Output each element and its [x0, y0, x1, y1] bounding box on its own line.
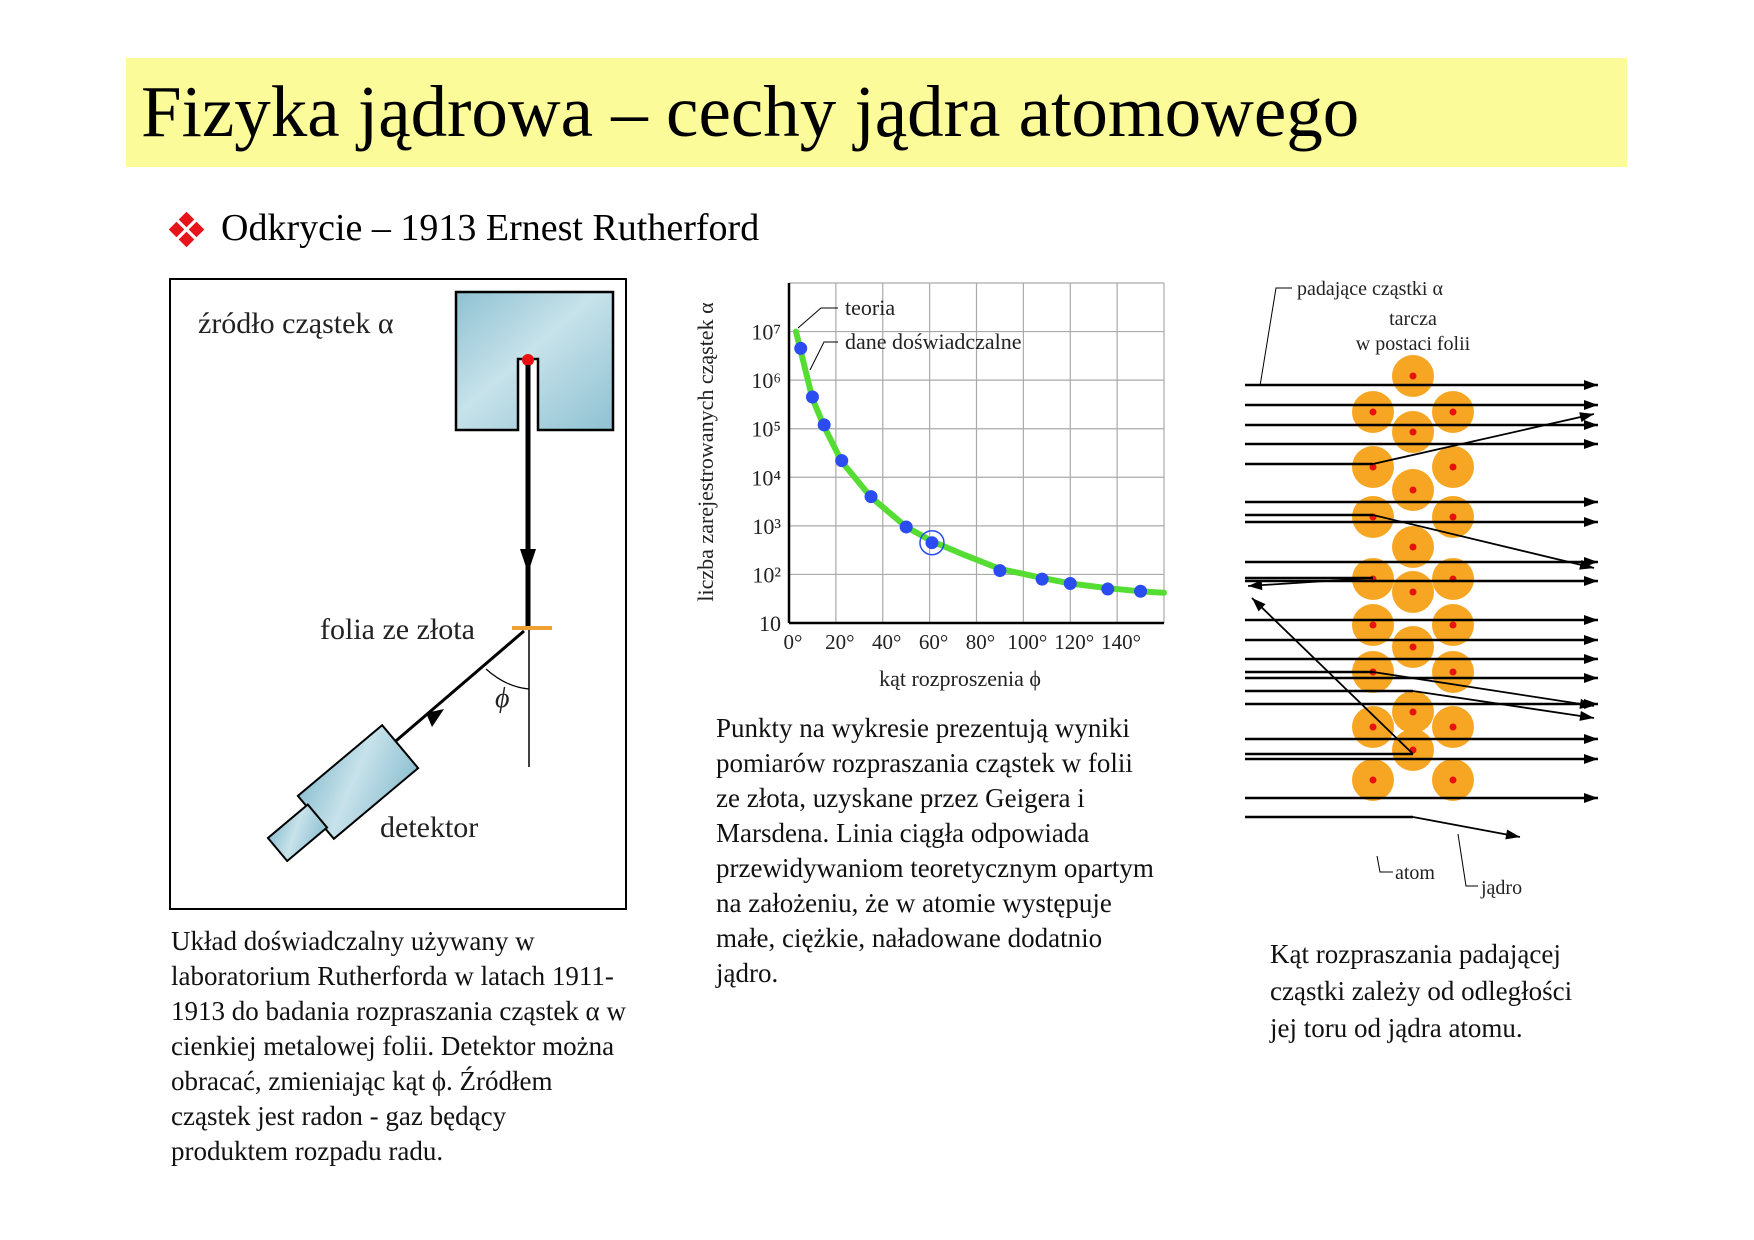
- data-point: [1101, 583, 1114, 596]
- y-tick: 10⁶: [751, 368, 781, 394]
- data-point: [806, 390, 819, 403]
- data-point: [835, 454, 848, 467]
- y-tick: 10⁴: [751, 465, 781, 491]
- nucleus-icon: [1450, 669, 1457, 676]
- scattering-chart: [690, 262, 1190, 712]
- caption-line: na założeniu, że w atomie występuje: [716, 888, 1112, 918]
- x-tick: 100°: [1007, 630, 1048, 654]
- y-tick: 10³: [752, 513, 781, 539]
- nucleus-label: jądro: [1481, 877, 1523, 899]
- y-axis-label: liczba zarejestrowanych cząstek α: [693, 302, 718, 602]
- nucleus-icon: [1450, 777, 1457, 784]
- nucleus-icon: [1410, 544, 1417, 551]
- foil-label: folia ze złota: [320, 613, 475, 646]
- caption-line: 1913 do badania rozpraszania cząstek α w: [171, 996, 626, 1026]
- slide-title: Fizyka jądrowa – cechy jądra atomowego: [141, 71, 1360, 152]
- data-point: [1134, 585, 1147, 598]
- caption-line: Kąt rozpraszania padającej: [1270, 939, 1561, 969]
- x-tick: 20°: [825, 630, 855, 654]
- detector-label: detektor: [380, 811, 479, 844]
- data-point: [865, 490, 878, 503]
- y-tick: 10: [759, 611, 781, 636]
- x-axis-label: kąt rozproszenia ϕ: [879, 666, 1041, 691]
- data-point: [900, 520, 913, 533]
- nucleus-icon: [1450, 724, 1457, 731]
- caption-middle: [716, 711, 1154, 991]
- legend-data: dane doświadczalne: [845, 329, 1022, 354]
- data-point: [1064, 577, 1077, 590]
- caption-line: Punkty na wykresie prezentują wyniki: [716, 713, 1130, 743]
- source-dot: [522, 354, 534, 366]
- incoming-label: padające cząstki α: [1297, 278, 1443, 300]
- x-tick: 0°: [783, 630, 803, 654]
- nucleus-icon: [1410, 373, 1417, 380]
- caption-line: cząstki zależy od odległości: [1270, 976, 1573, 1006]
- theory-curve: [796, 332, 1164, 593]
- caption-line: Marsdena. Linia ciągła odpowiada: [716, 818, 1090, 848]
- caption-line: cienkiej metalowej folii. Detektor można: [171, 1031, 615, 1061]
- target-label-1: tarcza: [1389, 308, 1437, 330]
- foil-scattering-diagram: [1240, 262, 1620, 912]
- nucleus-icon: [1410, 429, 1417, 436]
- nucleus-icon: [1450, 514, 1457, 521]
- caption-line: pomiarów rozpraszania cząstek w folii: [716, 748, 1133, 778]
- diamond-bullet-icon: [168, 212, 206, 250]
- data-point: [794, 342, 807, 355]
- caption-line: małe, ciężkie, naładowane dodatnio: [716, 923, 1103, 953]
- y-tick: 10⁵: [751, 416, 781, 442]
- caption-line: jej toru od jądra atomu.: [1270, 1013, 1523, 1043]
- nucleus-icon: [1450, 622, 1457, 629]
- data-point: [818, 418, 831, 431]
- nucleus-icon: [1370, 622, 1377, 629]
- x-tick: 120°: [1054, 630, 1095, 654]
- caption-line: przewidywaniom teoretycznym opartym: [716, 853, 1154, 883]
- caption-line: jądro.: [716, 958, 779, 988]
- nucleus-icon: [1410, 589, 1417, 596]
- nucleus-icon: [1370, 724, 1377, 731]
- y-tick: 10⁷: [751, 319, 781, 345]
- atom-label: atom: [1395, 862, 1435, 884]
- y-tick: 10²: [752, 562, 781, 588]
- y-tick-labels: [751, 320, 781, 636]
- x-tick: 40°: [872, 630, 902, 654]
- nucleus-icon: [1370, 409, 1377, 416]
- caption-left: [171, 924, 626, 1169]
- angle-label: ϕ: [495, 683, 510, 714]
- x-tick: 140°: [1101, 630, 1142, 654]
- nucleus-icon: [1450, 464, 1457, 471]
- nucleus-icon: [1410, 487, 1417, 494]
- caption-line: Układ doświadczalny używany w: [171, 926, 535, 956]
- bullet-text: Odkrycie – 1913 Ernest Rutherford: [221, 207, 760, 249]
- x-tick-labels: [784, 630, 1142, 654]
- data-point: [1036, 573, 1049, 586]
- data-point: [993, 564, 1006, 577]
- rutherford-apparatus-figure: [168, 277, 630, 913]
- data-point: [925, 536, 938, 549]
- nucleus-icon: [1370, 777, 1377, 784]
- caption-line: obracać, zmieniając kąt ϕ. Źródłem: [171, 1066, 553, 1096]
- source-label: źródło cząstek α: [198, 307, 394, 340]
- caption-line: laboratorium Rutherforda w latach 1911-: [171, 961, 614, 991]
- caption-line: cząstek jest radon - gaz będący: [171, 1101, 507, 1131]
- nucleus-icon: [1410, 709, 1417, 716]
- nucleus-icon: [1450, 409, 1457, 416]
- x-tick: 60°: [918, 630, 949, 654]
- legend-theory: teoria: [845, 295, 896, 320]
- caption-line: produktem rozpadu radu.: [171, 1136, 444, 1166]
- x-tick: 80°: [965, 630, 996, 654]
- caption-right: [1270, 936, 1572, 1047]
- nucleus-icon: [1410, 644, 1417, 651]
- target-label-2: w postaci folii: [1355, 333, 1471, 355]
- caption-line: ze złota, uzyskane przez Geigera i: [716, 783, 1085, 813]
